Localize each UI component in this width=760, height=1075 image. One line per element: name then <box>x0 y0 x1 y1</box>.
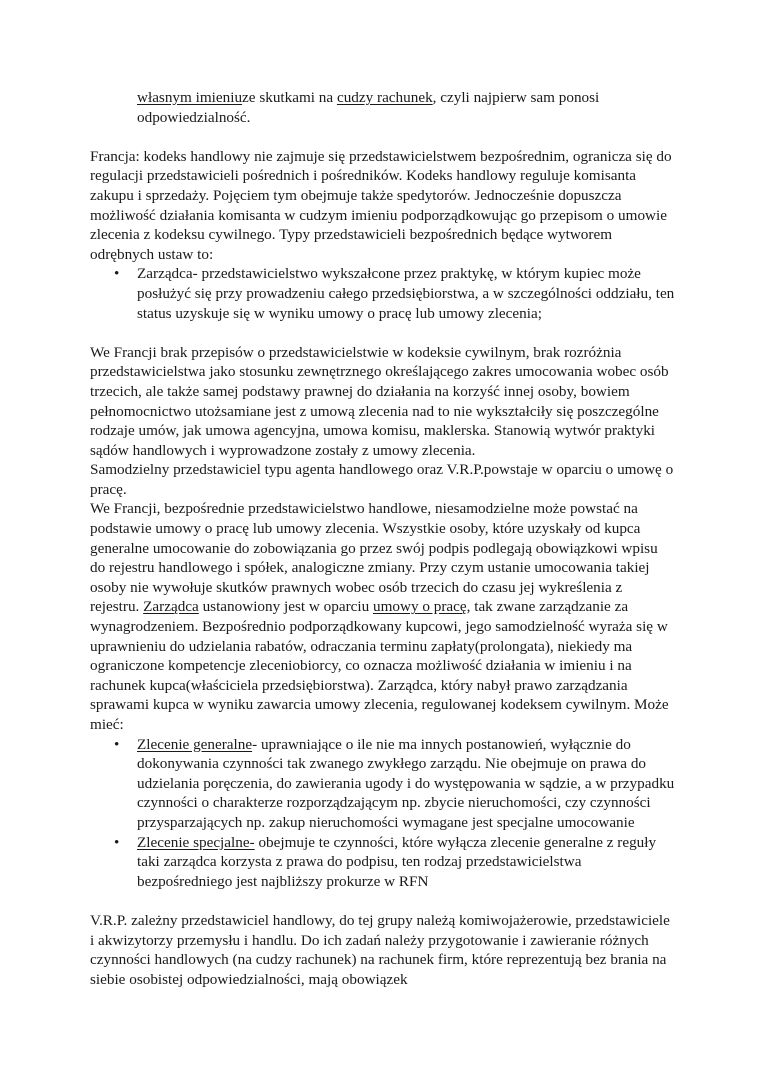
spacer <box>90 127 675 147</box>
intro-paragraph <box>90 88 675 127</box>
underlined-employment-contract: umowy o pracę <box>373 598 467 616</box>
underlined-zarzadca: Zarządca <box>143 598 199 616</box>
spacer <box>90 323 675 343</box>
bullet-title: Zlecenie specjalne- <box>137 833 255 851</box>
spacer <box>90 891 675 911</box>
civil-code-paragraph: We Francji brak przepisów o przedstawicielstwie w kodeksie cywilnym, brak rozróżnia przedstawicielstwa jako stosunku zewnętrznego określającego zakres umocowania wobec osób trzecich, ale także samej podstawy prawnej do działania na korzyść innej osoby, bowiem pełnomocnictwo utożsamiane jest z umową zlecenia nad to nie wykształciły się poszczególne rodzaje umów, jak umowa agencyjna, umowa komisu, maklerska. Stanowią wytwór praktyki sądów handlowych i wyprowadzone zostały z umowy zlecenia. <box>90 343 669 459</box>
france-bullet-list <box>90 264 675 323</box>
bullet-title: Zlecenie generalne <box>137 735 253 753</box>
bullet-item-special-mandate <box>90 833 675 892</box>
bullet-icon: • <box>114 735 120 753</box>
bullet-item-general-mandate <box>90 735 675 833</box>
bullet-icon: • <box>114 833 120 851</box>
agent-paragraph: Samodzielny przedstawiciel typu agenta handlowego oraz V.R.P.powstaje w oparciu o umowę o pracę. <box>90 461 674 498</box>
intro-text-1: ze skutkami na <box>242 89 337 106</box>
direct-text-3: , tak zwane zarządzanie za wynagrodzeniem. Bezpośrednio podporządkowany kupcowi, jego samodzielność wyraża się w uprawnieniu do udzielania rabatów, odraczania terminu zapłaty(prolongata), niekiedy ma ograniczone kompetencje zleceniobiorcy, co oznacza możliwość działania w imieniu i na rachunek kupca(właściciela przedsiębiorstwa). Zarządca, który nabył prawo zarządzania sprawami kupca w wyniku zawarcia umowy zlecenia, regulowanej kodeksem cywilnym. Może mieć: <box>90 598 669 733</box>
vrp-paragraph: V.R.P. zależny przedstawiciel handlowy, do tej grupy należą komiwojażerowie, przedstawiciele i akwizytorzy przemysłu i handlu. Do ich zadań należy przygotowanie i zawieranie różnych czynności handlowych (na cudzy rachunek) na rachunek firm, które reprezentują bez brania na siebie osobistej odpowiedzialności, mają obowiązek <box>90 911 670 988</box>
bullet-text: Zarządca- przedstawicielstwo wykszałcone przez praktykę, w którym kupiec może posłużyć się przy prowadzeniu całego przedsiębiorstwa, a w szczególności oddziału, ten status uzyskuje się w wyniku umowy o pracę lub umowy zlecenia; <box>137 265 675 322</box>
document-page <box>90 88 675 989</box>
bullet-item-zarzadca <box>90 264 675 323</box>
france-paragraph: Francja: kodeks handlowy nie zajmuje się przedstawicielstwem bezpośrednim, ogranicza się do regulacji przedstawicieli pośrednich i pośredników. Kodeks handlowy reguluje komisanta zakupu i sprzedaży. Pojęciem tym obejmuje także spedytorów. Jednocześnie dopuszcza możliwość działania komisanta w cudzym imieniu podporządkowując go przepisom o umowie zlecenia z kodeksu cywilnego. Typy przedstawicieli bezpośrednich będące wytworem odrębnych ustaw to: <box>90 147 672 263</box>
bullet-text: - uprawniające o ile nie ma innych postanowień, wyłącznie do dokonywania czynności tak zwanego zwykłego zarządu. Nie obejmuje on prawa do udzielania poręczenia, do zawierania ugody i do występowania w sądzie, a w przypadku czynności o charakterze rozporządzającym np. zbycie nieruchomości, czy czynności przysparzających np. zakup nieruchomości wymagane jest specjalne umocowanie <box>137 735 675 831</box>
underlined-own-name: własnym imieniu <box>137 89 243 106</box>
bullet-text: obejmuje te czynności, które wyłącza zlecenie generalne z reguły taki zarządca korzysta z prawa do podpisu, ten rodzaj przedstawicielstwa bezpośredniego jest najbliższy prokurze w RFN <box>137 833 657 890</box>
mandate-bullet-list <box>90 735 675 892</box>
underlined-foreign-account: cudzy rachunek <box>336 89 433 106</box>
intro-text-2: , czyli najpierw sam ponosi odpowiedzialność. <box>137 89 600 126</box>
direct-text-2: ustanowiony jest w oparciu <box>198 598 373 616</box>
bullet-icon: • <box>114 265 120 283</box>
direct-representation-paragraph <box>90 499 675 734</box>
direct-text-1: We Francji, bezpośrednie przedstawicielstwo handlowe, niesamodzielne może powstać na podstawie umowy o pracę lub umowy zlecenia. Wszystkie osoby, które uzyskały od kupca generalne umocowanie do zobowiązania go przez swój podpis podlegają obowiązkowi wpisu do rejestru handlowego i spółek, analogiczne zmiany. Przy czym ustanie umocowania takiej osoby nie wywołuje skutków prawnych wobec osób trzecich do czasu jej wykreślenia z rejestru. <box>90 500 658 616</box>
